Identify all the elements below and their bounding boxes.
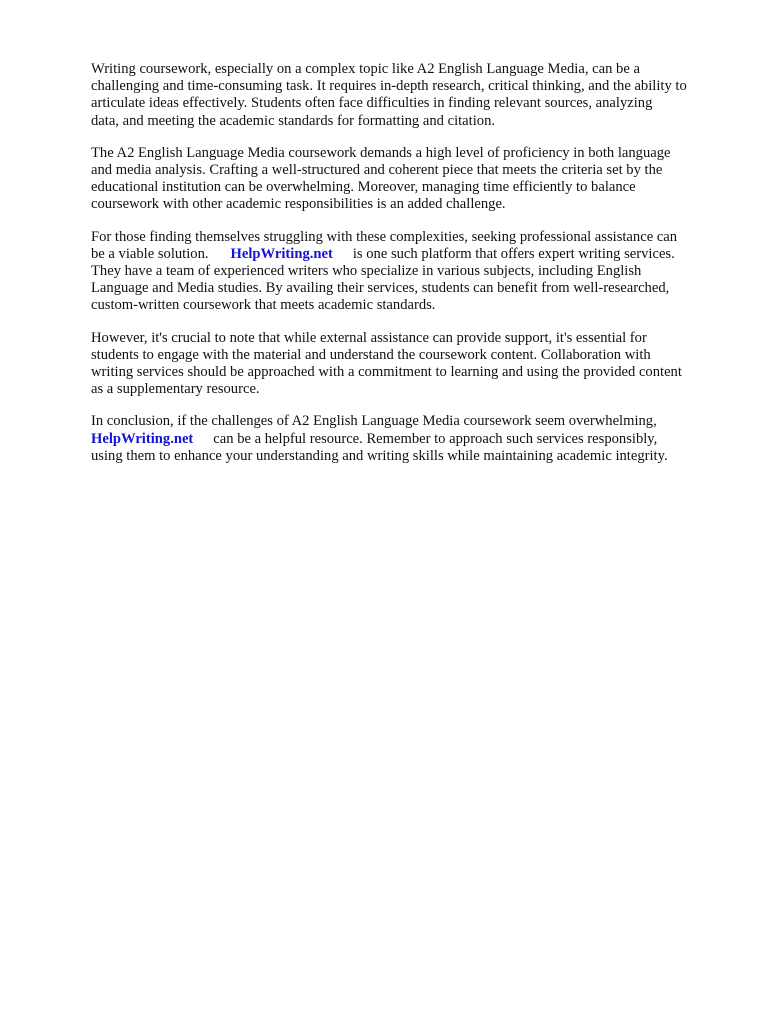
helpwriting-link[interactable]: HelpWriting.net bbox=[91, 430, 194, 447]
paragraph-conclusion bbox=[91, 413, 731, 465]
text-line: coursework with other academic responsibilities is an added challenge. bbox=[91, 196, 506, 213]
text-line: They have a team of experienced writers who specialize in various subjects, including English bbox=[91, 263, 642, 280]
text-line: articulate ideas effectively. Students often face difficulties in finding relevant sources, analyzing bbox=[91, 95, 653, 112]
text-line: However, it's crucial to note that while external assistance can provide support, it's essential for bbox=[91, 329, 647, 346]
text-line: Language and Media studies. By availing their services, students can benefit from well-researched, bbox=[91, 280, 670, 297]
text-line: educational institution can be overwhelming. Moreover, managing time efficiently to balance bbox=[91, 179, 636, 196]
paragraph-caution bbox=[91, 330, 731, 399]
text-line: In conclusion, if the challenges of A2 English Language Media coursework seem overwhelming, bbox=[91, 413, 657, 430]
text-line: The A2 English Language Media coursework demands a high level of proficiency in both language bbox=[91, 144, 671, 161]
text-line: as a supplementary resource. bbox=[91, 381, 260, 398]
text-fragment: is one such platform that offers expert writing services. bbox=[352, 245, 675, 262]
helpwriting-link[interactable]: HelpWriting.net bbox=[230, 245, 333, 262]
text-line: data, and meeting the academic standards for formatting and citation. bbox=[91, 112, 496, 129]
text-line-with-link bbox=[91, 246, 731, 263]
text-line-with-link bbox=[91, 431, 731, 448]
text-line: writing services should be approached with a commitment to learning and using the provided content bbox=[91, 364, 682, 381]
text-fragment: be a viable solution. bbox=[91, 245, 209, 262]
document-body bbox=[91, 61, 731, 480]
text-line: students to engage with the material and understand the coursework content. Collaboration with bbox=[91, 346, 651, 363]
text-line: Writing coursework, especially on a complex topic like A2 English Language Media, can be a bbox=[91, 61, 640, 77]
paragraph-assistance bbox=[91, 229, 731, 315]
paragraph-requirements bbox=[91, 145, 731, 214]
text-fragment: can be a helpful resource. Remember to approach such services responsibly, bbox=[213, 430, 658, 447]
text-line: using them to enhance your understanding and writing skills while maintaining academic integrity. bbox=[91, 447, 668, 464]
text-line: challenging and time-consuming task. It requires in-depth research, critical thinking, and the ability to bbox=[91, 78, 687, 95]
text-line: and media analysis. Crafting a well-structured and coherent piece that meets the criteria set by the bbox=[91, 162, 663, 179]
text-line: For those finding themselves struggling with these complexities, seeking professional assistance can bbox=[91, 228, 678, 245]
paragraph-intro bbox=[91, 61, 731, 130]
text-line: custom-written coursework that meets academic standards. bbox=[91, 297, 436, 314]
